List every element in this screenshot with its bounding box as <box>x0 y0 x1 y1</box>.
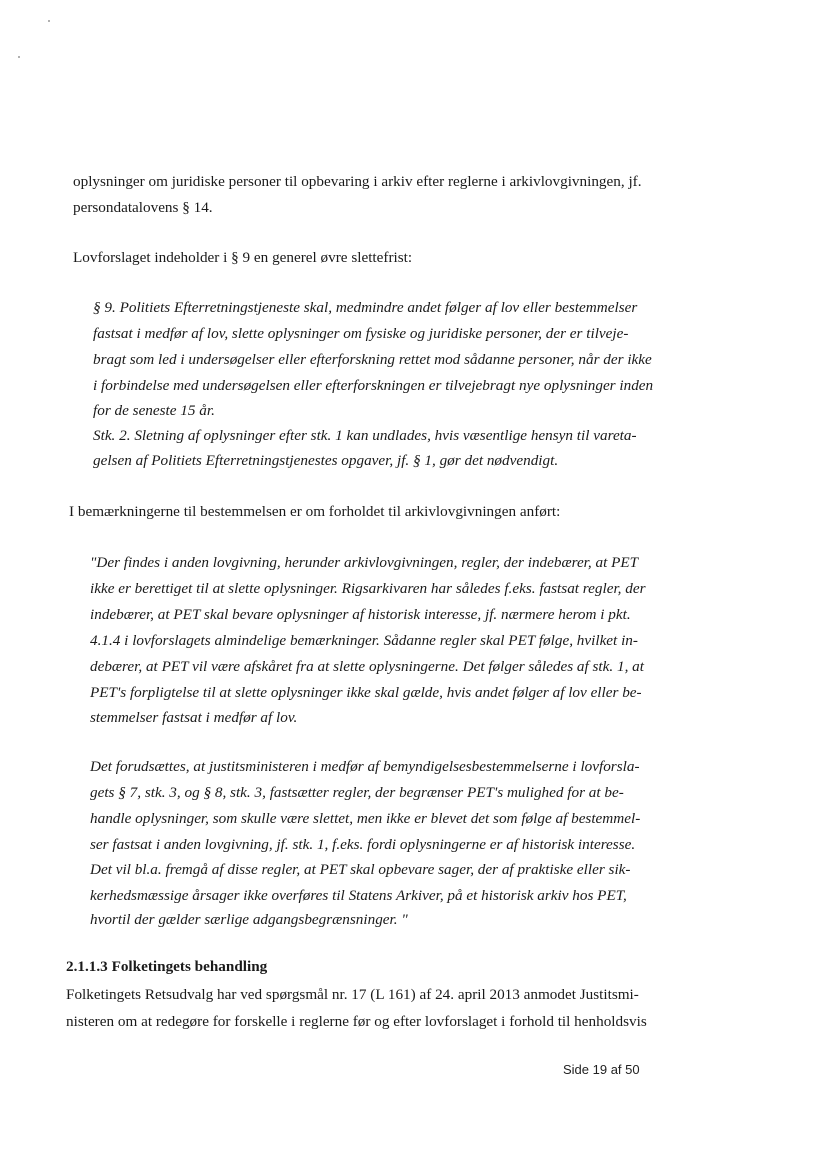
page-number: Side 19 af 50 <box>563 1062 640 1077</box>
quote-line: debærer, at PET vil være afskåret fra at slette oplysningerne. Det følger således af stk. 1, at <box>90 658 644 675</box>
quote-line: ikke er berettiget til at slette oplysninger. Rigsarkivaren har således f.eks. fastsat regler, der <box>90 580 646 597</box>
quote-line: Stk. 2. Sletning af oplysninger efter stk. 1 kan undlades, hvis væsentlige hensyn til vareta- <box>93 427 637 444</box>
text-line: Folketingets Retsudvalg har ved spørgsmål nr. 17 (L 161) af 24. april 2013 anmodet Justitsmi- <box>66 986 639 1003</box>
text-line: persondatalovens § 14. <box>73 199 213 216</box>
section-heading: 2.1.1.3 Folketingets behandling <box>66 958 268 975</box>
text-line: nisteren om at redegøre for forskelle i reglerne før og efter lovforslaget i forhold til henholdsvis <box>66 1013 647 1030</box>
text-line: Lovforslaget indeholder i § 9 en generel øvre slettefrist: <box>73 249 413 266</box>
quote-line: stemmelser fastsat i medfør af lov. <box>90 709 298 726</box>
quote-line: fastsat i medfør af lov, slette oplysninger om fysiske og juridiske personer, der er tilveje- <box>93 325 629 342</box>
quote-line: ser fastsat i anden lovgivning, jf. stk. 1, f.eks. fordi oplysningerne er af historisk interesse. <box>90 836 636 853</box>
scan-speck <box>48 20 50 22</box>
quote-line: i forbindelse med undersøgelsen eller efterforskningen er tilvejebragt nye oplysninger inden <box>93 377 654 394</box>
quote-line: "Der findes i anden lovgivning, herunder arkivlovgivningen, regler, der indebærer, at PET <box>90 554 639 571</box>
quote-line: bragt som led i undersøgelser eller efterforskning rettet mod sådanne personer, når der ikke <box>93 351 652 368</box>
text-line: I bemærkningerne til bestemmelsen er om forholdet til arkivlovgivningen anført: <box>69 503 561 520</box>
quote-line: hvortil der gælder særlige adgangsbegrænsninger. " <box>90 911 408 928</box>
text-line: oplysninger om juridiske personer til opbevaring i arkiv efter reglerne i arkivlovgivningen, jf. <box>73 173 642 190</box>
quote-line: handle oplysninger, som skulle være slettet, men ikke er blevet det som følge af bestemmel- <box>90 810 641 827</box>
quote-line: gelsen af Politiets Efterretningstjenestes opgaver, jf. § 1, gør det nødvendigt. <box>93 452 559 469</box>
quote-line: § 9. Politiets Efterretningstjeneste skal, medmindre andet følger af lov eller bestemmelser <box>93 299 638 316</box>
quote-line: indebærer, at PET skal bevare oplysninger af historisk interesse, jf. nærmere herom i pkt. <box>90 606 631 623</box>
quote-line: for de seneste 15 år. <box>93 402 215 419</box>
quote-line: Det vil bl.a. fremgå af disse regler, at PET skal opbevare sager, der af praktiske eller sik- <box>90 861 631 878</box>
quote-line: PET's forpligtelse til at slette oplysninger ikke skal gælde, hvis andet følger af lov eller be- <box>90 684 642 701</box>
scan-speck <box>18 56 20 58</box>
quote-line: 4.1.4 i lovforslagets almindelige bemærkninger. Sådanne regler skal PET følge, hvilket in- <box>90 632 638 649</box>
quote-line: Det forudsættes, at justitsministeren i medfør af bemyndigelsesbestemmelserne i lovforsla- <box>90 758 640 775</box>
quote-line: kerhedsmæssige årsager ikke overføres til Statens Arkiver, på et historisk arkiv hos PET, <box>90 887 627 904</box>
quote-line: gets § 7, stk. 3, og § 8, stk. 3, fastsætter regler, der begrænser PET's mulighed for at be- <box>90 784 624 801</box>
